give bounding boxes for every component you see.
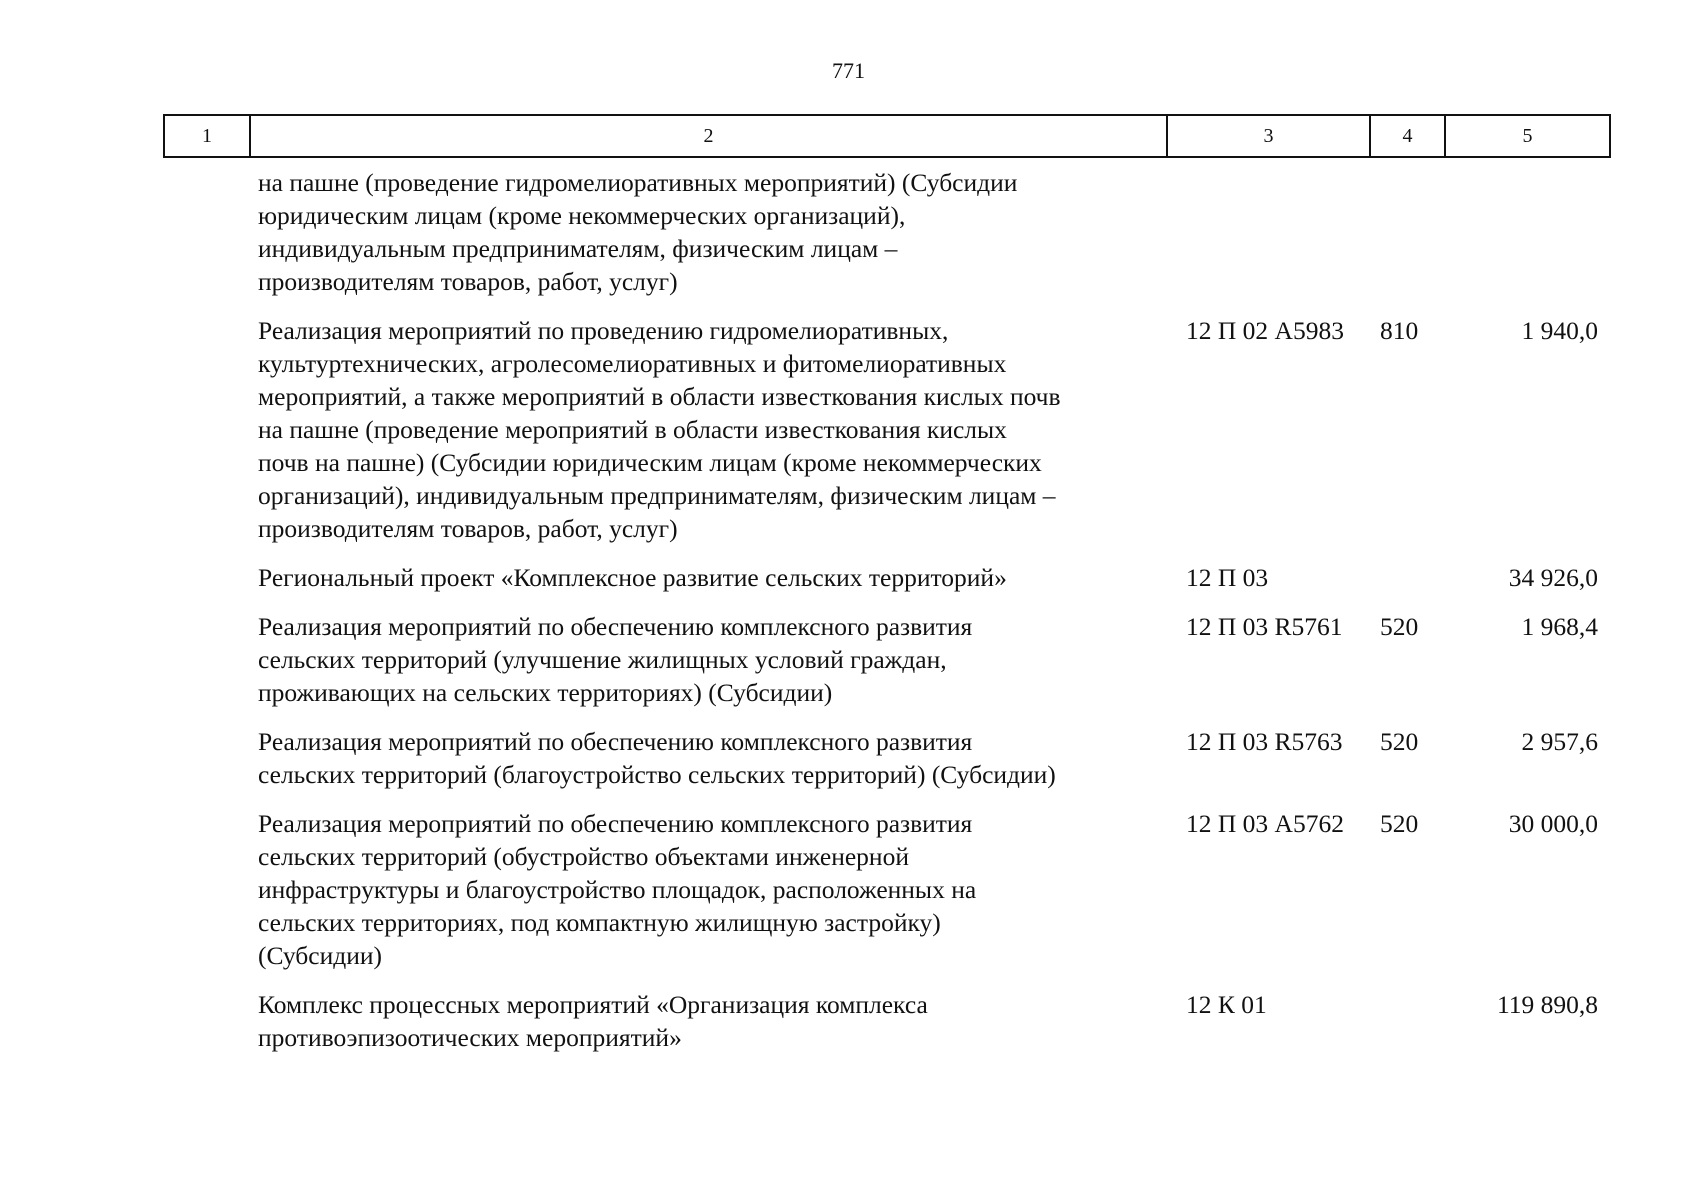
table-row (258, 561, 1604, 594)
table-row (258, 166, 1604, 298)
row-amount: 34 926,0 (1508, 563, 1598, 592)
table-row (258, 988, 1604, 1054)
table-row (258, 807, 1604, 972)
row-amount: 30 000,0 (1508, 809, 1598, 838)
row-amount: 119 890,8 (1496, 990, 1598, 1019)
table-row (258, 314, 1604, 545)
row-code: 12 П 03 R5761 (1186, 612, 1343, 641)
row-expense-type: 520 (1380, 612, 1419, 641)
row-code: 12 П 03 R5763 (1186, 727, 1343, 756)
row-code: 12 П 03 (1186, 563, 1269, 592)
row-expense-type: 810 (1380, 316, 1419, 345)
page-number: 771 (832, 58, 865, 83)
row-description: Реализация мероприятий по проведению гидромелиоративных, культуртехнических, агролесомелиоративных и фитомелиоративных мероприятий, а также мероприятий в области известкования кислых почв на пашне (проведение мероприятий в области известкования кислых почв на пашне) (Субсидии юридическим лицам (кроме некоммерческих организаций), индивидуальным предпринимателям, физическим лицам – производителям товаров, работ, услуг) (258, 316, 1061, 543)
row-description: на пашне (проведение гидромелиоративных мероприятий) (Субсидии юридическим лицам (кроме некоммерческих организаций), индивидуальным предпринимателям, физическим лицам – производителям товаров, работ, услуг) (258, 168, 1018, 296)
row-amount: 1 968,4 (1521, 612, 1598, 641)
column-header-4: 4 (1370, 115, 1445, 157)
column-header-3: 3 (1167, 115, 1370, 157)
row-amount: 1 940,0 (1521, 316, 1598, 345)
row-description: Реализация мероприятий по обеспечению комплексного развития сельских территорий (благоустройство сельских территорий) (Субсидии) (258, 727, 1056, 789)
row-description: Реализация мероприятий по обеспечению комплексного развития сельских территорий (улучшение жилищных условий граждан, проживающих на сельских территориях) (Субсидии) (258, 612, 973, 707)
row-description: Региональный проект «Комплексное развитие сельских территорий» (258, 563, 1007, 592)
row-description: Реализация мероприятий по обеспечению комплексного развития сельских территорий (обустройство объектами инженерной инфраструктуры и благоустройство площадок, расположенных на сельских территориях, под компактную жилищную застройку) (Субсидии) (258, 809, 977, 970)
row-code: 12 П 03 А5762 (1186, 809, 1344, 838)
row-expense-type: 520 (1380, 809, 1419, 838)
column-header-2: 2 (250, 115, 1167, 157)
column-header-row (164, 115, 1610, 157)
row-code: 12 П 02 А5983 (1186, 316, 1344, 345)
row-description: Комплекс процессных мероприятий «Организация комплекса противоэпизоотических мероприятий» (258, 990, 928, 1052)
row-code: 12 К 01 (1186, 990, 1267, 1019)
column-header-1: 1 (164, 115, 250, 157)
table-row (258, 725, 1604, 791)
row-amount: 2 957,6 (1521, 727, 1598, 756)
budget-rows (258, 166, 1604, 1070)
row-expense-type: 520 (1380, 727, 1419, 756)
column-header-5: 5 (1445, 115, 1610, 157)
column-header-table (163, 114, 1611, 158)
table-row (258, 610, 1604, 709)
